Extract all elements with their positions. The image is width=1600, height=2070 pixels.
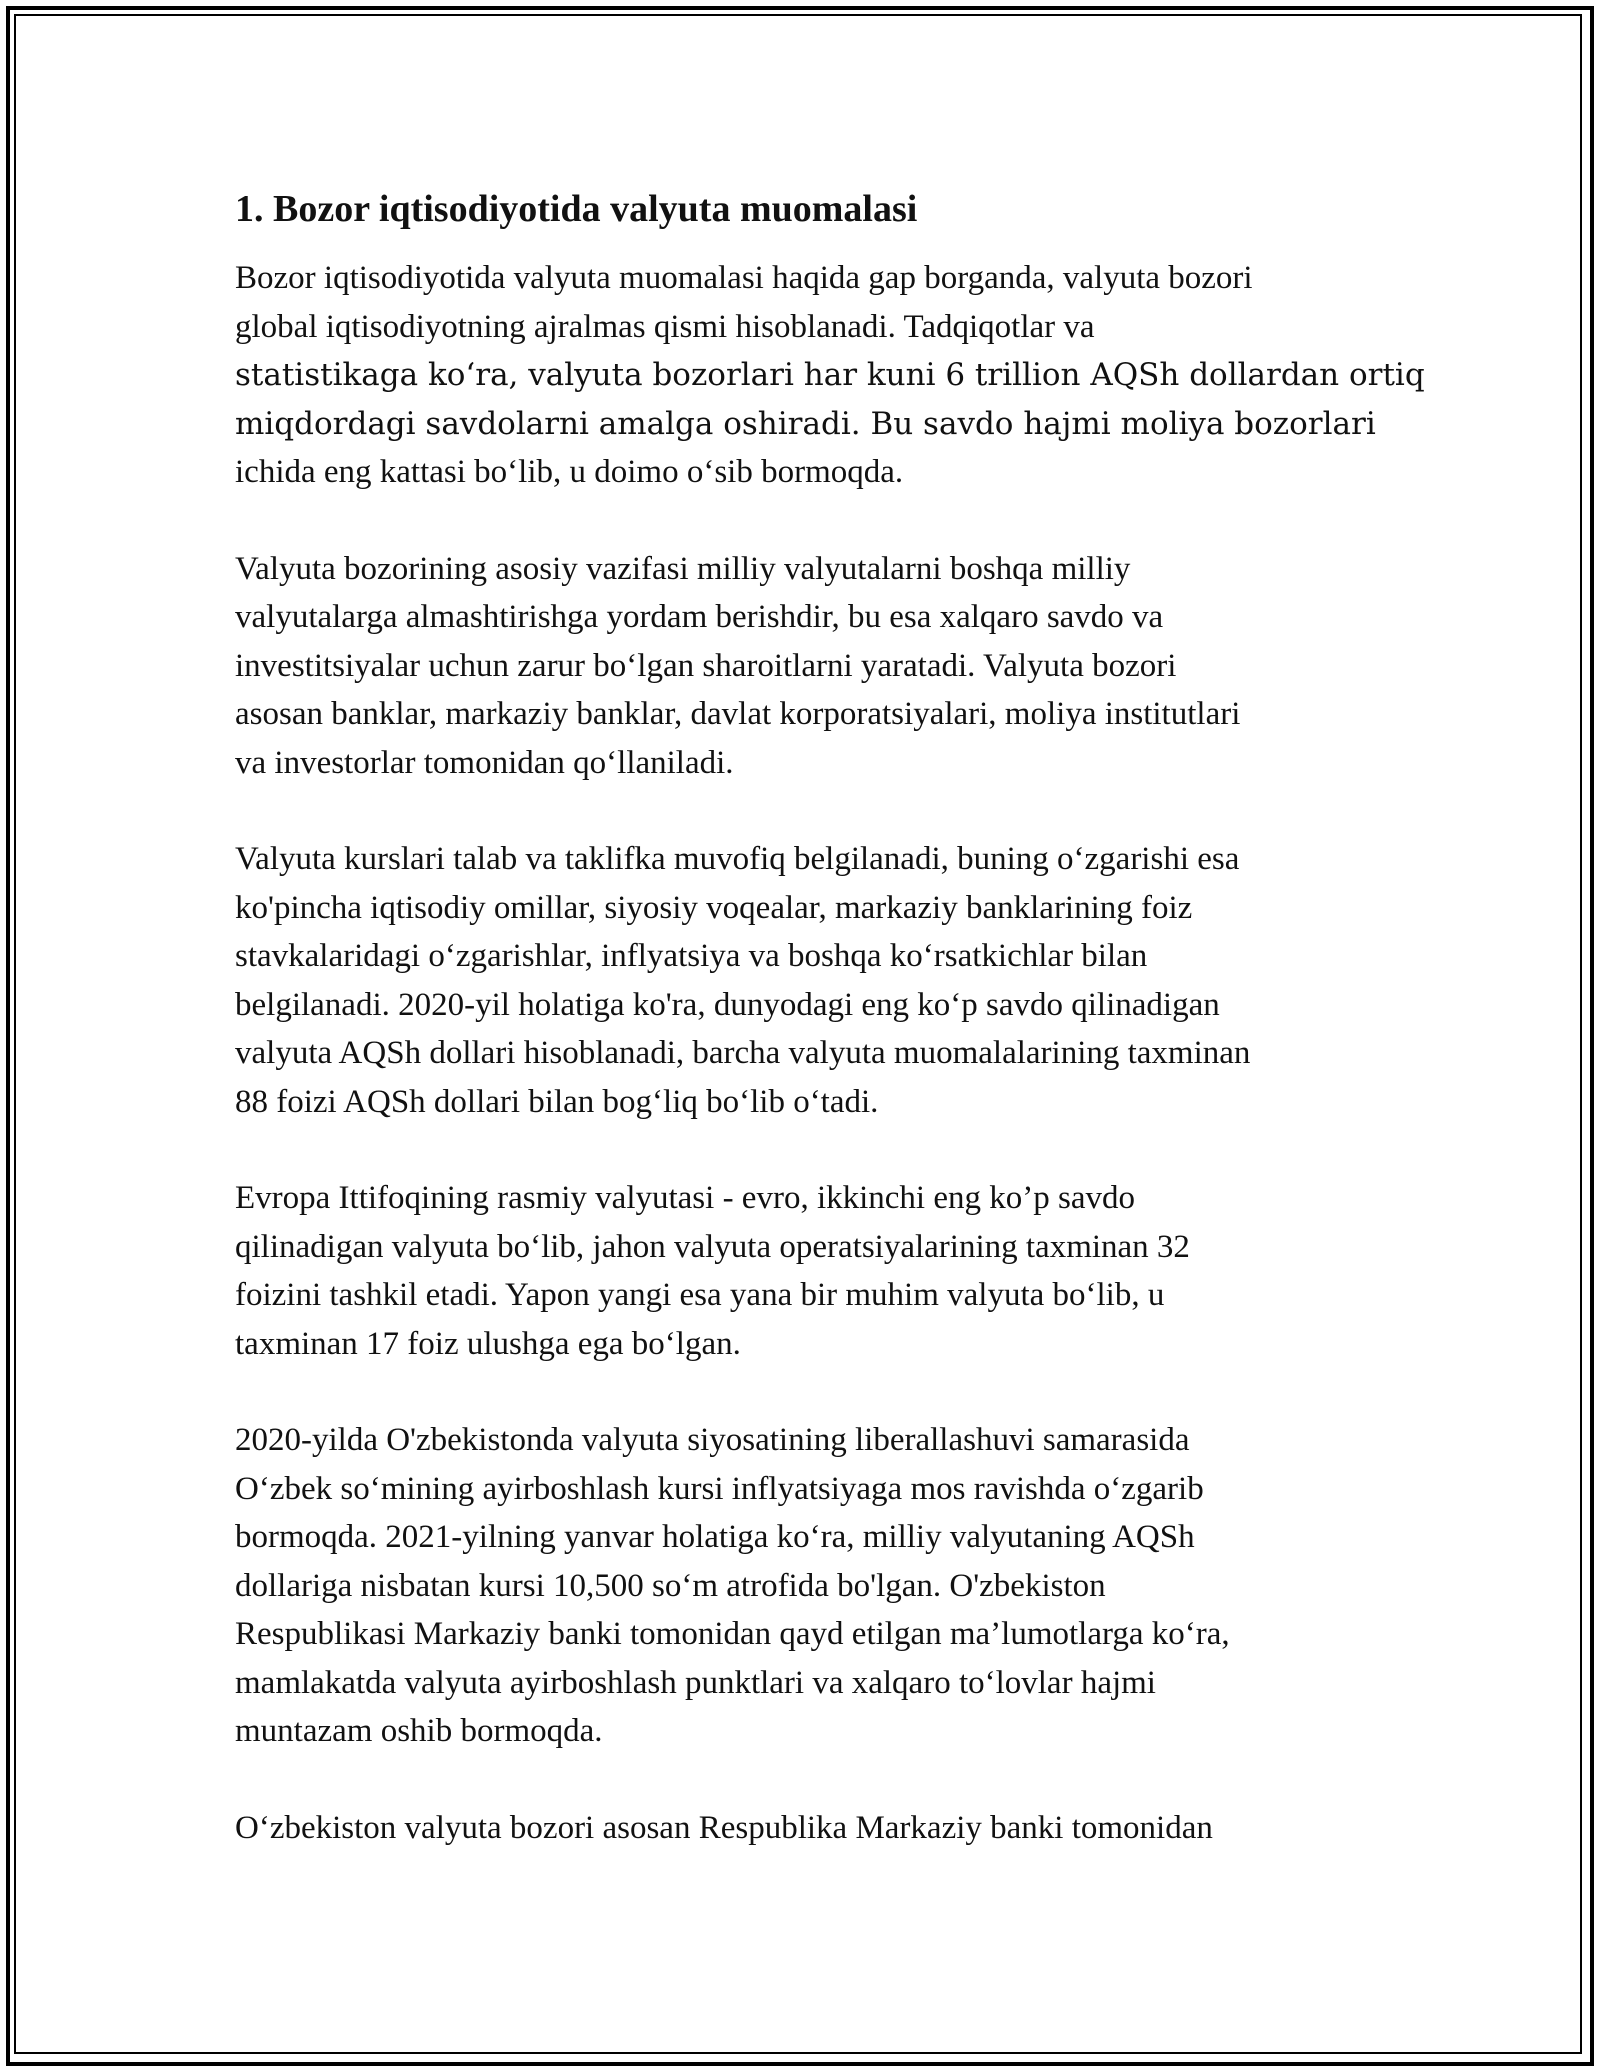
paragraph-line: belgilanadi. 2020-yil holatiga ko'ra, dunyodagi eng ko‘p savdo qilinadigan xyxy=(235,986,1220,1023)
paragraph-line: Evropa Ittifoqining rasmiy valyutasi - evro, ikkinchi eng ko’p savdo xyxy=(235,1180,1135,1216)
paragraph-line: dollariga nisbatan kursi 10,500 so‘m atrofida bo'lgan. O'zbekiston xyxy=(235,1567,1106,1604)
paragraph-line: statistikaga ko‘ra, valyuta bozorlari har kuni 6 trillion AQSh dollardan ortiq xyxy=(235,357,1425,393)
paragraph-line: valyuta AQSh dollari hisoblanadi, barcha valyuta muomalalarining taxminan xyxy=(235,1035,1251,1071)
paragraph-line: Bozor iqtisodiyotida valyuta muomalasi haqida gap borganda, valyuta bozori xyxy=(235,260,1253,296)
section-heading: 1. Bozor iqtisodiyotida valyuta muomalasi xyxy=(235,188,918,230)
paragraph-4 xyxy=(235,1174,1385,1368)
paragraph-line: muntazam oshib bormoqda. xyxy=(235,1713,603,1749)
paragraph-line: valyutalarga almashtirishga yordam berishdir, bu esa xalqaro savdo va xyxy=(235,599,1164,635)
paragraph-line: 2020-yilda O'zbekistonda valyuta siyosatining liberallashuvi samarasida xyxy=(235,1422,1190,1458)
paragraph-line: foizini tashkil etadi. Yapon yangi esa yana bir muhim valyuta bo‘lib, u xyxy=(235,1277,1165,1313)
paragraph-line: Valyuta bozorining asosiy vazifasi milliy valyutalarni boshqa milliy xyxy=(235,550,1131,587)
paragraph-line: O‘zbekiston valyuta bozori asosan Respublika Markaziy banki tomonidan xyxy=(235,1809,1213,1846)
paragraph-line: 88 foizi AQSh dollari bilan bog‘liq bo‘lib o‘tadi. xyxy=(235,1083,879,1120)
paragraph-line: taxminan 17 foiz ulushga ega bo‘lgan. xyxy=(235,1325,741,1362)
paragraph-line: ko'pincha iqtisodiy omillar, siyosiy voqealar, markaziy banklarining foiz xyxy=(235,889,1193,926)
paragraph-line: global iqtisodiyotning ajralmas qismi hisoblanadi. Tadqiqotlar va xyxy=(235,308,1095,345)
paragraph-5 xyxy=(235,1416,1385,1756)
paragraph-line: asosan banklar, markaziy banklar, davlat korporatsiyalari, moliya institutlari xyxy=(235,696,1241,732)
paragraph-line: miqdordagi savdolarni amalga oshiradi. Bu savdo hajmi moliya bozorlari xyxy=(235,405,1376,442)
paragraph-line: qilinadigan valyuta bo‘lib, jahon valyuta operatsiyalarining taxminan 32 xyxy=(235,1228,1190,1265)
paragraph-line: mamlakatda valyuta ayirboshlash punktlari va xalqaro to‘lovlar hajmi xyxy=(235,1664,1156,1701)
paragraph-2 xyxy=(235,545,1385,788)
paragraph-line: va investorlar tomonidan qo‘llaniladi. xyxy=(235,744,734,781)
paragraph-line: bormoqda. 2021-yilning yanvar holatiga ko‘ra, milliy valyutaning AQSh xyxy=(235,1519,1195,1555)
paragraph-line: O‘zbek so‘mining ayirboshlash kursi inflyatsiyaga mos ravishda o‘zgarib xyxy=(235,1470,1204,1507)
paragraph-line: investitsiyalar uchun zarur bo‘lgan sharoitlarni yaratadi. Valyuta bozori xyxy=(235,647,1177,684)
paragraph-6 xyxy=(235,1804,1385,1853)
document-body xyxy=(235,186,1425,1900)
paragraph-3 xyxy=(235,835,1385,1126)
paragraph-line: Respublikasi Markaziy banki tomonidan qayd etilgan ma’lumotlarga ko‘ra, xyxy=(235,1616,1230,1652)
paragraph-line: stavkalaridagi o‘zgarishlar, inflyatsiya va boshqa ko‘rsatkichlar bilan xyxy=(235,938,1148,974)
paragraph-line: ichida eng kattasi bo‘lib, u doimo o‘sib bormoqda. xyxy=(235,454,904,490)
paragraph-line: Valyuta kurslari talab va taklifka muvofiq belgilanadi, buning o‘zgarishi esa xyxy=(235,841,1240,877)
paragraph-1 xyxy=(235,254,1425,497)
